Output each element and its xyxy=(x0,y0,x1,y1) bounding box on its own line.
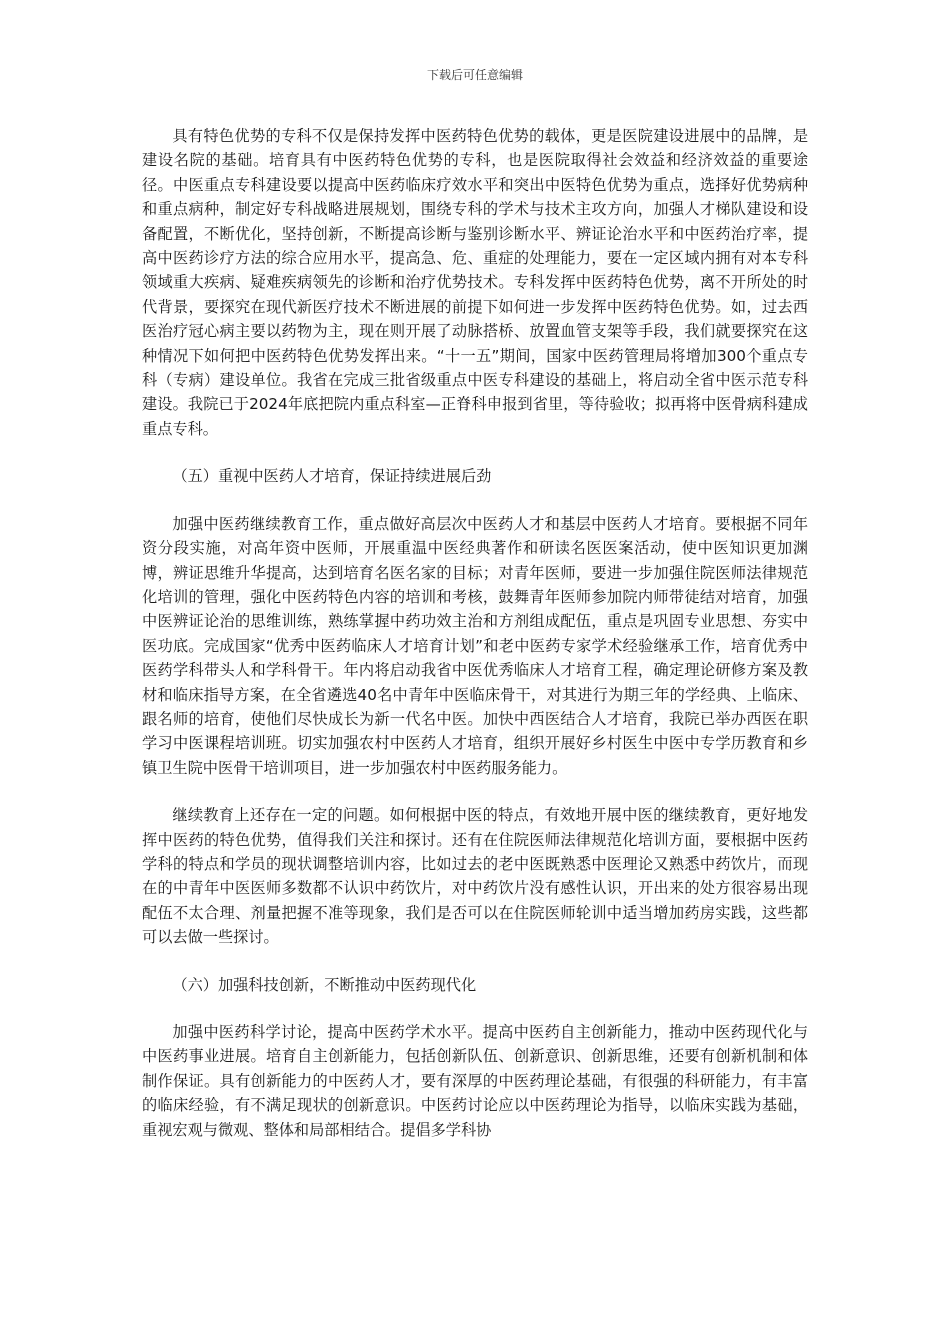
section-heading-5: （五）重视中医药人才培育，保证持续进展后劲 xyxy=(172,467,492,486)
paragraph-talent-training: 加强中医药继续教育工作，重点做好高层次中医药人才和基层中医药人才培育。要根据不同年资分段实施，对高年资中医师，开展重温中医经典著作和研读名医医案活动，使中医知识更加渊博，辨证思维升华提高，达到培育名医名家的目标；对青年医师，要进一步加强住院医师法律规范化培训的管理，强化中医药特色内容的培训和考核，鼓舞青年医师参加院内师带徒结对培育，加强中医辨证论治的思维训练，熟练掌握中药功效主治和方剂组成配伍，重点是巩固专业思想、夯实中医功底。完成国家“优秀中医药临床人才培育计划”和老中医药专家学术经验继承工作，培育优秀中医药学科带头人和学科骨干。年内将启动我省中医优秀临床人才培育工程，确定理论研修方案及教材和临床指导方案，在全省遴选40名中青年中医临床骨干，对其进行为期三年的学经典、上临床、跟名师的培育，使他们尽快成长为新一代名中医。加快中西医结合人才培育，我院已举办西医在职学习中医课程培训班。切实加强农村中医药人才培育，组织开展好乡村医生中医中专学历教育和乡镇卫生院中医骨干培训项目，进一步加强农村中医药服务能力。 xyxy=(142,514,808,777)
paragraph-tech-innovation: 加强中医药科学讨论，提高中医药学术水平。提高中医药自主创新能力，推动中医药现代化与中医药事业进展。培育自主创新能力，包括创新队伍、创新意识、创新思维，还要有创新机制和体制作保证。具有创新能力的中医药人才，要有深厚的中医药理论基础，有很强的科研能力，有丰富的临床经验，有不满足现状的创新意识。中医药讨论应以中医药理论为指导，以临床实践为基础，重视宏观与微观、整体和局部相结合。提倡多学科协 xyxy=(142,1023,808,1139)
section-heading-6: （六）加强科技创新，不断推动中医药现代化 xyxy=(172,975,477,994)
paragraph-continuing-education: 继续教育上还存在一定的问题。如何根据中医的特点，有效地开展中医的继续教育，更好地发挥中医药的特色优势，值得我们关注和探讨。还有在住院医师法律规范化培训方面，要根据中医药学科的特点和学员的现状调整培训内容，比如过去的老中医既熟悉中医理论又熟悉中药饮片，而现在的中青年中医医师多数都不认识中药饮片，对中药饮片没有感性认识，开出来的处方很容易出现配伍不太合理、剂量把握不准等现象，我们是否可以在住院医师轮训中适当增加药房实践，这些都可以去做一些探讨。 xyxy=(142,806,808,947)
paragraph-specialty-construction: 具有特色优势的专科不仅是保持发挥中医药特色优势的载体，更是医院建设进展中的品牌，是建设名院的基础。培育具有中医药特色优势的专科，也是医院取得社会效益和经济效益的重要途径。中医重点专科建设要以提高中医药临床疗效水平和突出中医特色优势为重点，选择好优势病种和重点病种，制定好专科战略进展规划，围绕专科的学术与技术主攻方向，加强人才梯队建设和设备配置，不断优化，坚持创新，不断提高诊断与鉴别诊断水平、辨证论治水平和中医药治疗率，提高中医药诊疗方法的综合应用水平，提高急、危、重症的处理能力，要在一定区域内拥有对本专科领域重大疾病、疑难疾病领先的诊断和治疗优势技术。专科发挥中医药特色优势，离不开所处的时代背景，要探究在现代新医疗技术不断进展的前提下如何进一步发挥中医药特色优势。如，过去西医治疗冠心病主要以药物为主，现在则开展了动脉搭桥、放置血管支架等手段，我们就要探究在这种情况下如何把中医药特色优势发挥出来。“十一五”期间，国家中医药管理局将增加300个重点专科（专病）建设单位。我省在完成三批省级重点中医专科建设的基础上，将启动全省中医示范专科建设。我院已于2024年底把院内重点科室—正脊科申报到省里，等待验收；拟再将中医骨病科建成重点专科。 xyxy=(142,127,808,438)
download-note: 下载后可任意编辑 xyxy=(426,68,523,82)
document-body xyxy=(142,124,808,1142)
